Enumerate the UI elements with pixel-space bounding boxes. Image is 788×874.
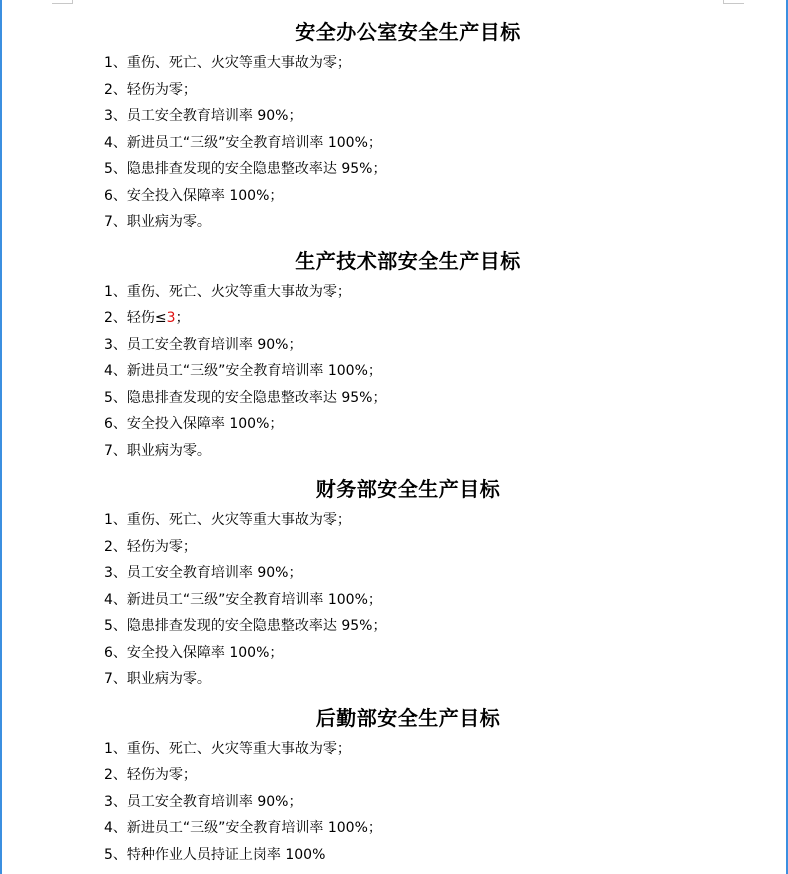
goal-item: 3、员工安全教育培训率 90%； (104, 336, 303, 353)
goal-item: 2、轻伤为零； (104, 767, 197, 783)
section-production-tech (0, 243, 788, 465)
goal-item: 4、新进员工“三级”安全教育培训率 100%； (104, 820, 382, 836)
goal-item: 3、员工安全教育培训率 90%； (104, 108, 303, 124)
goal-item-suffix: ； (175, 310, 190, 326)
goal-item: 7、职业病为零。 (104, 214, 211, 230)
section-title: 生产技术部安全生产目标 (295, 248, 521, 273)
document-body[interactable] (0, 14, 788, 874)
goal-item: 4、新进员工“三级”安全教育培训率 100%； (104, 363, 382, 379)
goal-item: 4、新进员工“三级”安全教育培训率 100%； (104, 591, 382, 608)
goal-list (0, 736, 788, 869)
goal-item: 7、职业病为零。 (104, 671, 211, 687)
section-safety-office (0, 14, 788, 236)
goal-item: 6、安全投入保障率 100%； (104, 644, 284, 661)
goal-item: 5、隐患排查发现的安全隐患整改率达 95%； (104, 618, 387, 634)
goal-item: 5、隐患排查发现的安全隐患整改率达 95%； (104, 389, 387, 406)
goal-list (0, 50, 788, 236)
page-corner-mark-left (52, 0, 73, 4)
goal-list (0, 507, 788, 693)
goal-list (0, 279, 788, 465)
goal-item-minor-injury (104, 305, 788, 332)
goal-item: 6、安全投入保障率 100%； (104, 187, 284, 204)
goal-item-value: 3 (166, 310, 176, 326)
page-corner-mark-right (723, 0, 744, 4)
goal-item: 2、轻伤为零； (104, 538, 197, 555)
goal-item-text: 2、轻伤≤ (104, 310, 167, 326)
goal-item: 1、重伤、死亡、火灾等重大事故为零； (104, 55, 351, 71)
goal-item: 1、重伤、死亡、火灾等重大事故为零； (104, 740, 351, 757)
section-title: 后勤部安全生产目标 (315, 705, 501, 730)
section-title: 财务部安全生产目标 (315, 477, 501, 501)
goal-item: 5、特种作业人员持证上岗率 100% (104, 846, 326, 863)
goal-item: 3、员工安全教育培训率 90%； (104, 565, 303, 581)
goal-item: 3、员工安全教育培训率 90%； (104, 793, 303, 810)
goal-item: 4、新进员工“三级”安全教育培训率 100%； (104, 134, 382, 151)
section-title: 安全办公室安全生产目标 (295, 20, 521, 44)
goal-item: 7、职业病为零。 (104, 442, 211, 459)
section-logistics (0, 700, 788, 869)
section-finance (0, 471, 788, 693)
goal-item: 1、重伤、死亡、火灾等重大事故为零； (104, 512, 351, 528)
goal-item: 6、安全投入保障率 100%； (104, 416, 284, 432)
goal-item: 5、隐患排查发现的安全隐患整改率达 95%； (104, 161, 387, 177)
goal-item: 1、重伤、死亡、火灾等重大事故为零； (104, 283, 351, 300)
goal-item: 2、轻伤为零； (104, 81, 197, 98)
